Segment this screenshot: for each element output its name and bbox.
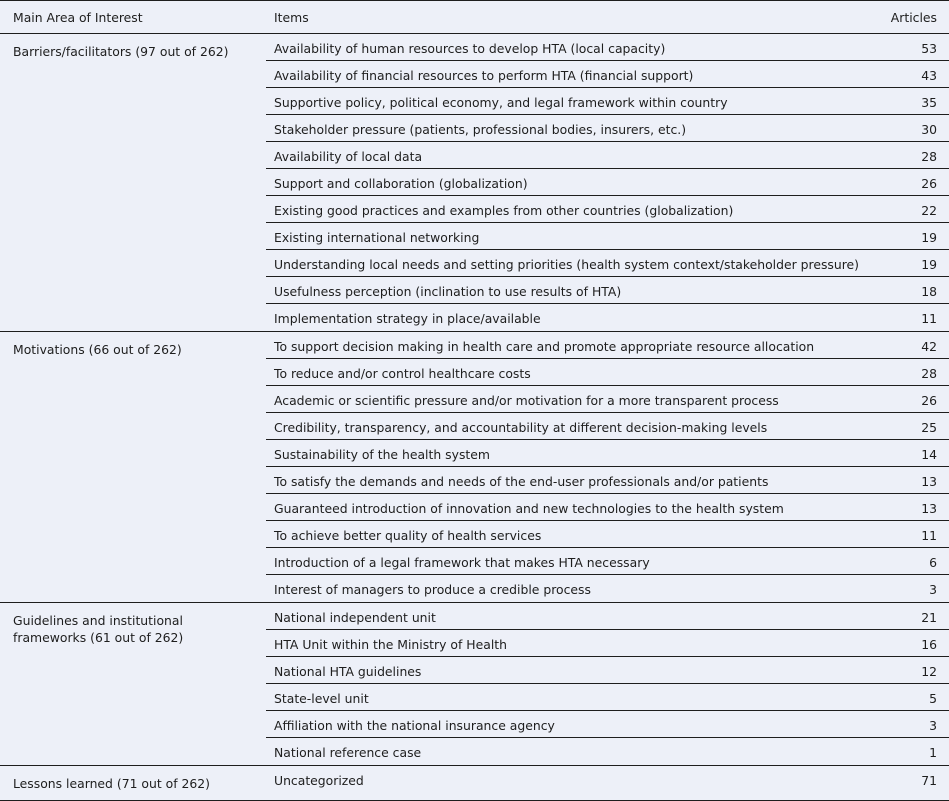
item-cell: Supportive policy, political economy, and legal framework within country [274, 95, 728, 110]
header-articles: Articles [890, 10, 937, 25]
item-cell: HTA Unit within the Ministry of Health [274, 637, 507, 652]
main-area-label: Guidelines and institutional frameworks (61 out of 262) [13, 613, 184, 645]
articles-count-cell: 16 [921, 637, 937, 652]
item-cell: Stakeholder pressure (patients, professional bodies, insurers, etc.) [274, 122, 687, 137]
articles-count-cell: 14 [921, 447, 937, 462]
table-row [266, 413, 949, 440]
item-cell: Availability of human resources to develop HTA (local capacity) [274, 41, 666, 56]
table-group [0, 766, 949, 793]
item-cell: Availability of local data [274, 149, 423, 164]
item-cell: Affiliation with the national insurance agency [274, 718, 555, 733]
header-main-area: Main Area of Interest [13, 10, 143, 25]
item-cell: Existing good practices and examples from other countries (globalization) [274, 203, 734, 218]
table-group [0, 332, 949, 603]
table-row [266, 88, 949, 115]
item-cell: Usefulness perception (inclination to use results of HTA) [274, 284, 622, 299]
articles-count-cell: 3 [929, 718, 937, 733]
table-row [266, 548, 949, 575]
articles-count-cell: 3 [929, 582, 937, 597]
item-rows [266, 34, 949, 331]
articles-count-cell: 30 [921, 122, 937, 137]
item-cell: National HTA guidelines [274, 664, 422, 679]
table-row [266, 277, 949, 304]
table-row [266, 61, 949, 88]
articles-count-cell: 28 [921, 149, 937, 164]
table-row [266, 169, 949, 196]
table-row [266, 359, 949, 386]
item-cell: Uncategorized [274, 773, 364, 788]
articles-count-cell: 11 [921, 311, 937, 326]
item-rows [266, 766, 949, 793]
item-cell: Availability of financial resources to perform HTA (financial support) [274, 68, 694, 83]
item-cell: Introduction of a legal framework that makes HTA necessary [274, 555, 650, 570]
table-group [0, 603, 949, 766]
table-row [266, 630, 949, 657]
item-cell: To satisfy the demands and needs of the end-user professionals and/or patients [274, 474, 769, 489]
articles-count-cell: 26 [921, 176, 937, 191]
articles-count-cell: 53 [921, 41, 937, 56]
table-row [266, 521, 949, 548]
item-cell: Implementation strategy in place/available [274, 311, 541, 326]
item-cell: Understanding local needs and setting priorities (health system context/stakeholder pressure) [274, 257, 859, 272]
articles-count-cell: 26 [921, 393, 937, 408]
table-row [266, 332, 949, 359]
articles-count-cell: 13 [921, 501, 937, 516]
articles-count-cell: 13 [921, 474, 937, 489]
table-row [266, 223, 949, 250]
item-cell: State-level unit [274, 691, 369, 706]
articles-count-cell: 19 [921, 230, 937, 245]
table-row [266, 766, 949, 793]
articles-count-cell: 42 [921, 339, 937, 354]
item-cell: To support decision making in health care and promote appropriate resource allocation [274, 339, 815, 354]
table-row [266, 684, 949, 711]
articles-count-cell: 21 [921, 610, 937, 625]
table-row [266, 657, 949, 684]
main-area-label: Motivations (66 out of 262) [13, 342, 182, 357]
table-row [266, 738, 949, 765]
header-items: Items [274, 10, 309, 25]
table-header [0, 1, 949, 34]
main-area-label: Lessons learned (71 out of 262) [13, 776, 210, 791]
table-row [266, 603, 949, 630]
table-row [266, 467, 949, 494]
articles-count-cell: 35 [921, 95, 937, 110]
table-row [266, 142, 949, 169]
articles-count-cell: 19 [921, 257, 937, 272]
table-row [266, 386, 949, 413]
table-row [266, 304, 949, 331]
articles-count-cell: 22 [921, 203, 937, 218]
articles-count-cell: 5 [929, 691, 937, 706]
table-group [0, 34, 949, 332]
table-row [266, 575, 949, 602]
table-row [266, 115, 949, 142]
articles-count-cell: 12 [921, 664, 937, 679]
articles-count-cell: 43 [921, 68, 937, 83]
articles-count-cell: 1 [929, 745, 937, 760]
table-row [266, 711, 949, 738]
item-rows [266, 332, 949, 602]
articles-count-cell: 28 [921, 366, 937, 381]
item-cell: National reference case [274, 745, 422, 760]
articles-count-cell: 18 [921, 284, 937, 299]
item-cell: Sustainability of the health system [274, 447, 490, 462]
item-cell: Support and collaboration (globalization) [274, 176, 528, 191]
articles-count-cell: 25 [921, 420, 937, 435]
table-row [266, 34, 949, 61]
item-cell: To reduce and/or control healthcare costs [274, 366, 531, 381]
item-cell: Guaranteed introduction of innovation and new technologies to the health system [274, 501, 784, 516]
item-cell: Interest of managers to produce a credible process [274, 582, 591, 597]
table-row [266, 494, 949, 521]
item-cell: Existing international networking [274, 230, 480, 245]
item-cell: Credibility, transparency, and accountability at different decision-making levels [274, 420, 768, 435]
articles-count-cell: 71 [921, 773, 937, 788]
articles-count-cell: 6 [929, 555, 937, 570]
articles-count-cell: 11 [921, 528, 937, 543]
item-cell: To achieve better quality of health services [274, 528, 542, 543]
main-area-label: Barriers/facilitators (97 out of 262) [13, 44, 229, 59]
table-row [266, 440, 949, 467]
item-cell: National independent unit [274, 610, 436, 625]
table-row [266, 196, 949, 223]
table-row [266, 250, 949, 277]
item-rows [266, 603, 949, 765]
item-cell: Academic or scientific pressure and/or motivation for a more transparent process [274, 393, 779, 408]
